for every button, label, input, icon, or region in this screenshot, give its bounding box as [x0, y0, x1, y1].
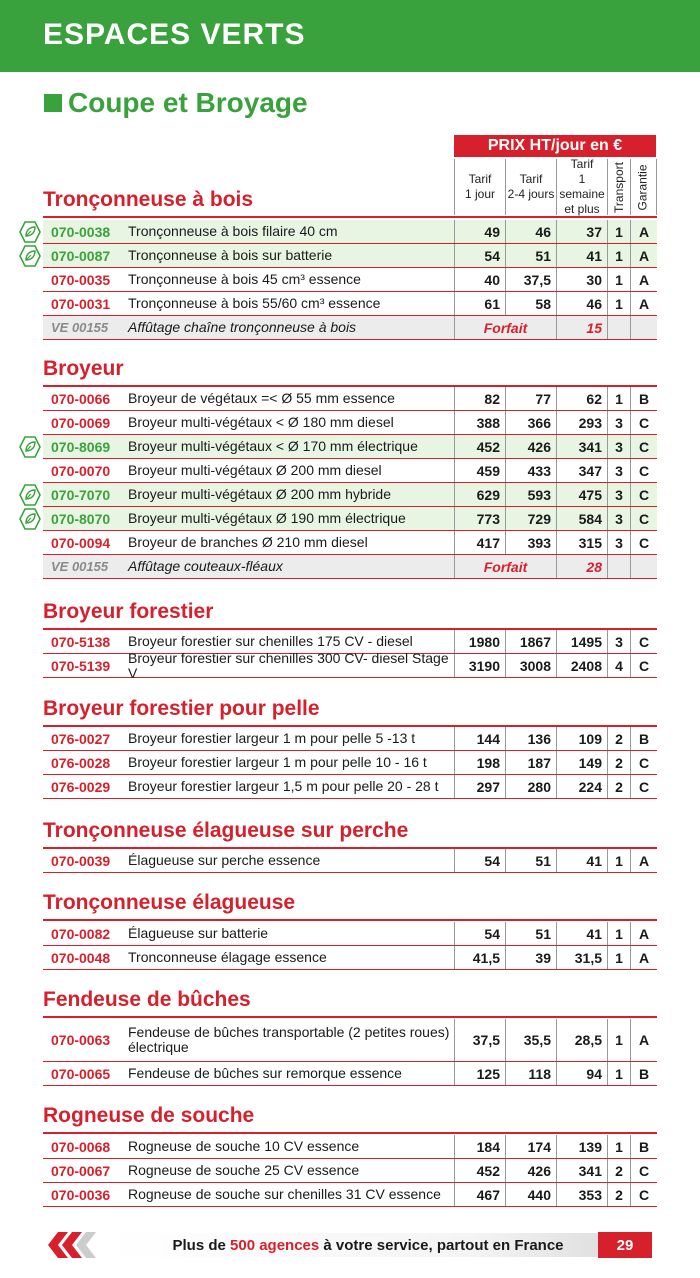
- footer-text-accent: 500 agences: [230, 1236, 320, 1254]
- price-header: PRIX HT/jour en €: [454, 135, 656, 157]
- price-2-4-days: 136: [505, 727, 556, 750]
- price-week: 94: [556, 1062, 607, 1085]
- price-1-day: 297: [454, 775, 505, 798]
- guarantee-class: C: [630, 531, 657, 554]
- price-2-4-days: 58: [505, 292, 556, 315]
- item-description: Affûtage couteaux-fléaux: [128, 558, 283, 574]
- col-header-2-4-days: [505, 159, 556, 215]
- leaf-icon: [19, 508, 41, 530]
- price-2-4-days: 1867: [505, 630, 556, 653]
- price-2-4-days: 51: [505, 849, 556, 872]
- item-code: 076-0027: [51, 730, 111, 747]
- item-description: Broyeur forestier sur chenilles 175 CV - diesel: [128, 633, 413, 649]
- price-2-4-days: 729: [505, 507, 556, 530]
- guarantee-class: C: [630, 1159, 657, 1182]
- item-description: Broyeur multi-végétaux Ø 200 mm hybride: [128, 486, 391, 502]
- item-description: Affûtage chaîne tronçonneuse à bois: [128, 319, 357, 335]
- item-description: Broyeur forestier largeur 1 m pour pelle 5 -13 t: [128, 730, 416, 746]
- guarantee-class: B: [630, 727, 657, 750]
- transport-class: 1: [607, 946, 630, 969]
- transport-class: 3: [607, 507, 630, 530]
- item-code: 070-0082: [51, 925, 111, 942]
- item-code: 070-0070: [51, 462, 111, 479]
- table-row: [43, 751, 657, 775]
- guarantee-class: A: [630, 922, 657, 945]
- price-1-day: 41,5: [454, 946, 505, 969]
- price-2-4-days: 37,5: [505, 268, 556, 291]
- transport-class: 1: [607, 1135, 630, 1158]
- price-week: 475: [556, 483, 607, 506]
- item-code: 070-5139: [51, 657, 111, 674]
- item-code: 070-0036: [51, 1186, 111, 1203]
- empty-cell: [630, 555, 657, 578]
- guarantee-class: C: [630, 775, 657, 798]
- item-code: 070-0065: [51, 1065, 111, 1082]
- price-week: 46: [556, 292, 607, 315]
- col-p2-line2: 2-4 jours: [507, 187, 555, 201]
- item-description: Rogneuse de souche sur chenilles 31 CV essence: [128, 1186, 441, 1202]
- chevrons-icon: [48, 1232, 108, 1258]
- price-2-4-days: 51: [505, 922, 556, 945]
- price-1-day: 467: [454, 1183, 505, 1206]
- col-garantie-label: Garantie: [636, 163, 650, 211]
- item-description: Broyeur forestier largeur 1,5 m pour pelle 20 - 28 t: [128, 778, 439, 794]
- guarantee-class: A: [630, 220, 657, 243]
- page-number: [598, 1232, 652, 1258]
- guarantee-class: C: [630, 435, 657, 458]
- guarantee-class: C: [630, 411, 657, 434]
- price-1-day: 144: [454, 727, 505, 750]
- section-title: Tronçonneuse élagueuse sur perche: [43, 819, 409, 842]
- price-1-day: 198: [454, 751, 505, 774]
- item-code: 070-0068: [51, 1138, 111, 1155]
- leaf-icon: [19, 245, 41, 267]
- table-row: [43, 531, 657, 555]
- price-1-day: 125: [454, 1062, 505, 1085]
- price-1-day: 82: [454, 387, 505, 410]
- price-week: 149: [556, 751, 607, 774]
- price-1-day: 40: [454, 268, 505, 291]
- item-code: 070-0067: [51, 1162, 111, 1179]
- transport-class: 2: [607, 1183, 630, 1206]
- transport-class: 3: [607, 411, 630, 434]
- price-week: 41: [556, 244, 607, 267]
- price-2-4-days: 593: [505, 483, 556, 506]
- item-description: Broyeur forestier sur chenilles 300 CV- diesel Stage V: [128, 649, 449, 681]
- footer-text-pre: Plus de: [172, 1236, 231, 1254]
- guarantee-class: A: [630, 268, 657, 291]
- item-description: Élagueuse sur perche essence: [128, 852, 321, 868]
- item-code: 070-7070: [51, 486, 111, 503]
- price-week: 584: [556, 507, 607, 530]
- price-2-4-days: 39: [505, 946, 556, 969]
- item-code: 070-0066: [51, 390, 111, 407]
- price-week: 30: [556, 268, 607, 291]
- empty-cell: [607, 316, 630, 339]
- price-week: 41: [556, 922, 607, 945]
- transport-class: 3: [607, 435, 630, 458]
- footer-text-post: à votre service, partout en France: [319, 1236, 564, 1254]
- guarantee-class: C: [630, 654, 657, 677]
- price-week: 315: [556, 531, 607, 554]
- price-week: 1495: [556, 630, 607, 653]
- guarantee-class: A: [630, 292, 657, 315]
- item-description: Broyeur de branches Ø 210 mm diesel: [128, 534, 368, 550]
- guarantee-class: A: [630, 1019, 657, 1061]
- price-2-4-days: 46: [505, 220, 556, 243]
- table-row: [43, 946, 657, 970]
- item-code: VE 00155: [51, 320, 109, 335]
- table-row: [43, 435, 657, 459]
- price-1-day: 459: [454, 459, 505, 482]
- transport-class: 1: [607, 292, 630, 315]
- section-rule: [43, 919, 657, 921]
- col-header-transport: [607, 159, 630, 215]
- price-1-day: 1980: [454, 630, 505, 653]
- transport-class: 1: [607, 244, 630, 267]
- price-2-4-days: 77: [505, 387, 556, 410]
- table-row: [43, 922, 657, 946]
- price-2-4-days: 440: [505, 1183, 556, 1206]
- item-description: Broyeur forestier largeur 1 m pour pelle 10 - 16 t: [128, 754, 427, 770]
- table-row: [43, 507, 657, 531]
- item-description: Tronçonneuse à bois sur batterie: [128, 247, 333, 263]
- item-code: 070-0063: [51, 1032, 111, 1048]
- guarantee-class: C: [630, 751, 657, 774]
- col-p1-line2: 1 jour: [464, 187, 496, 201]
- transport-class: 1: [607, 849, 630, 872]
- table-row: [43, 1019, 657, 1062]
- price-1-day: 49: [454, 220, 505, 243]
- item-code: 070-0038: [51, 223, 111, 240]
- item-code: 070-8069: [51, 438, 111, 455]
- forfait-label: Forfait: [454, 555, 556, 578]
- transport-class: 3: [607, 531, 630, 554]
- price-2-4-days: 174: [505, 1135, 556, 1158]
- item-code: 076-0028: [51, 754, 111, 771]
- price-2-4-days: 35,5: [505, 1019, 556, 1061]
- section-rule: [43, 216, 657, 218]
- price-week: 62: [556, 387, 607, 410]
- table-row: [43, 1135, 657, 1159]
- price-2-4-days: 3008: [505, 654, 556, 677]
- transport-class: 2: [607, 727, 630, 750]
- guarantee-class: C: [630, 507, 657, 530]
- price-2-4-days: 280: [505, 775, 556, 798]
- price-2-4-days: 426: [505, 1159, 556, 1182]
- table-row: [43, 220, 657, 244]
- transport-class: 1: [607, 387, 630, 410]
- table-row: [43, 849, 657, 873]
- table-row: [43, 1062, 657, 1086]
- col-p3-line2: 1 semaine: [559, 172, 605, 201]
- transport-class: 1: [607, 1062, 630, 1085]
- section-title: Broyeur forestier: [43, 600, 214, 623]
- price-week: 139: [556, 1135, 607, 1158]
- price-1-day: 417: [454, 531, 505, 554]
- price-week: 109: [556, 727, 607, 750]
- transport-class: 3: [607, 630, 630, 653]
- empty-cell: [607, 555, 630, 578]
- section-title: Rogneuse de souche: [43, 1104, 255, 1127]
- price-week: 2408: [556, 654, 607, 677]
- item-description: Broyeur multi-végétaux < Ø 180 mm diesel: [128, 414, 394, 430]
- price-week: 347: [556, 459, 607, 482]
- item-description: Rogneuse de souche 25 CV essence: [128, 1162, 360, 1178]
- item-description: Fendeuse de bûches transportable (2 petites roues) électrique: [128, 1024, 450, 1055]
- leaf-icon: [19, 221, 41, 243]
- item-description: Tronçonneuse à bois 55/60 cm³ essence: [128, 295, 381, 311]
- table-row: [43, 1159, 657, 1183]
- item-code: 076-0029: [51, 778, 111, 795]
- price-1-day: 452: [454, 435, 505, 458]
- table-row: [43, 292, 657, 316]
- transport-class: 2: [607, 775, 630, 798]
- table-row: [43, 316, 657, 340]
- item-code: 070-0039: [51, 852, 111, 869]
- guarantee-class: B: [630, 387, 657, 410]
- price-week: 341: [556, 435, 607, 458]
- guarantee-class: C: [630, 1183, 657, 1206]
- table-row: [43, 483, 657, 507]
- item-description: Broyeur de végétaux =< Ø 55 mm essence: [128, 390, 395, 406]
- price-week: 37: [556, 220, 607, 243]
- section-title: Tronçonneuse élagueuse: [43, 891, 296, 914]
- section-title: Broyeur: [43, 357, 124, 380]
- col-p3-line3: et plus: [564, 202, 600, 216]
- footer-slogan: [108, 1233, 628, 1257]
- price-1-day: 61: [454, 292, 505, 315]
- price-2-4-days: 118: [505, 1062, 556, 1085]
- item-description: Rogneuse de souche 10 CV essence: [128, 1138, 360, 1154]
- transport-class: 1: [607, 220, 630, 243]
- section-title: Broyeur forestier pour pelle: [43, 697, 320, 720]
- square-bullet-icon: [44, 94, 62, 112]
- price-week: 293: [556, 411, 607, 434]
- price-1-day: 37,5: [454, 1019, 505, 1061]
- guarantee-class: B: [630, 1135, 657, 1158]
- table-row: [43, 775, 657, 799]
- price-2-4-days: 393: [505, 531, 556, 554]
- price-1-day: 452: [454, 1159, 505, 1182]
- price-1-day: 54: [454, 849, 505, 872]
- guarantee-class: C: [630, 459, 657, 482]
- transport-class: 4: [607, 654, 630, 677]
- leaf-icon: [19, 484, 41, 506]
- footer-bar: [48, 1232, 652, 1258]
- transport-class: 3: [607, 459, 630, 482]
- price-1-day: 629: [454, 483, 505, 506]
- price-2-4-days: 426: [505, 435, 556, 458]
- guarantee-class: A: [630, 946, 657, 969]
- item-code: 070-0031: [51, 295, 111, 312]
- item-code: 070-8070: [51, 510, 111, 527]
- col-p1-line1: Tarif: [468, 172, 492, 186]
- item-code: 070-0035: [51, 271, 111, 288]
- table-row: [43, 459, 657, 483]
- price-week: 224: [556, 775, 607, 798]
- price-1-day: 3190: [454, 654, 505, 677]
- table-row: [43, 244, 657, 268]
- item-code: 070-0048: [51, 949, 111, 966]
- transport-class: 1: [607, 268, 630, 291]
- price-1-day: 54: [454, 244, 505, 267]
- item-description: Broyeur multi-végétaux < Ø 170 mm électrique: [128, 438, 418, 454]
- item-description: Tronçonneuse à bois 45 cm³ essence: [128, 271, 361, 287]
- guarantee-class: B: [630, 1062, 657, 1085]
- forfait-price: 28: [556, 555, 607, 578]
- section-subtitle: [44, 86, 308, 120]
- price-1-day: 54: [454, 922, 505, 945]
- table-row: [43, 555, 657, 579]
- leaf-icon: [19, 436, 41, 458]
- price-1-day: 773: [454, 507, 505, 530]
- price-2-4-days: 366: [505, 411, 556, 434]
- item-description: Tronçonneuse à bois filaire 40 cm: [128, 223, 338, 239]
- price-2-4-days: 187: [505, 751, 556, 774]
- guarantee-class: C: [630, 630, 657, 653]
- table-row: [43, 411, 657, 435]
- item-code: 070-0069: [51, 414, 111, 431]
- price-week: 41: [556, 849, 607, 872]
- price-week: 341: [556, 1159, 607, 1182]
- price-1-day: 388: [454, 411, 505, 434]
- transport-class: 1: [607, 922, 630, 945]
- table-row: [43, 268, 657, 292]
- transport-class: 1: [607, 1019, 630, 1061]
- item-description: Élagueuse sur batterie: [128, 925, 269, 941]
- header-bar: [0, 0, 700, 72]
- guarantee-class: A: [630, 849, 657, 872]
- table-row: [43, 387, 657, 411]
- section-title: Tronçonneuse à bois: [43, 188, 254, 211]
- section-rule: [43, 1016, 657, 1018]
- price-2-4-days: 433: [505, 459, 556, 482]
- item-code: 070-0087: [51, 247, 111, 264]
- subtitle-text: Coupe et Broyage: [68, 87, 308, 118]
- item-code: VE 00155: [51, 559, 109, 574]
- col-header-1-day: [454, 159, 505, 215]
- item-description: Broyeur multi-végétaux Ø 200 mm diesel: [128, 462, 382, 478]
- section-title: Fendeuse de bûches: [43, 988, 251, 1011]
- price-week: 31,5: [556, 946, 607, 969]
- table-row: [43, 1183, 657, 1207]
- price-1-day: 184: [454, 1135, 505, 1158]
- col-p2-line1: Tarif: [519, 172, 543, 186]
- guarantee-class: C: [630, 483, 657, 506]
- col-header-week: [556, 159, 607, 215]
- transport-class: 2: [607, 751, 630, 774]
- guarantee-class: A: [630, 244, 657, 267]
- item-code: 070-0094: [51, 534, 111, 551]
- price-week: 28,5: [556, 1019, 607, 1061]
- item-description: Fendeuse de bûches sur remorque essence: [128, 1065, 402, 1081]
- transport-class: 3: [607, 483, 630, 506]
- item-description: Broyeur multi-végétaux Ø 190 mm électrique: [128, 510, 406, 526]
- col-p3-line1: Tarif: [570, 157, 594, 171]
- price-week: 353: [556, 1183, 607, 1206]
- price-2-4-days: 51: [505, 244, 556, 267]
- table-row: [43, 727, 657, 751]
- page-number-text: 29: [616, 1236, 634, 1254]
- forfait-price: 15: [556, 316, 607, 339]
- col-transport-label: Transport: [611, 161, 626, 213]
- section-rule: [43, 1132, 657, 1134]
- empty-cell: [630, 316, 657, 339]
- col-header-garantie: [630, 159, 657, 215]
- header-title: ESPACES VERTS: [43, 18, 306, 51]
- forfait-label: Forfait: [454, 316, 556, 339]
- item-description: Tronconneuse élagage essence: [128, 949, 327, 965]
- item-code: 070-5138: [51, 633, 111, 650]
- transport-class: 2: [607, 1159, 630, 1182]
- table-row: [43, 649, 657, 681]
